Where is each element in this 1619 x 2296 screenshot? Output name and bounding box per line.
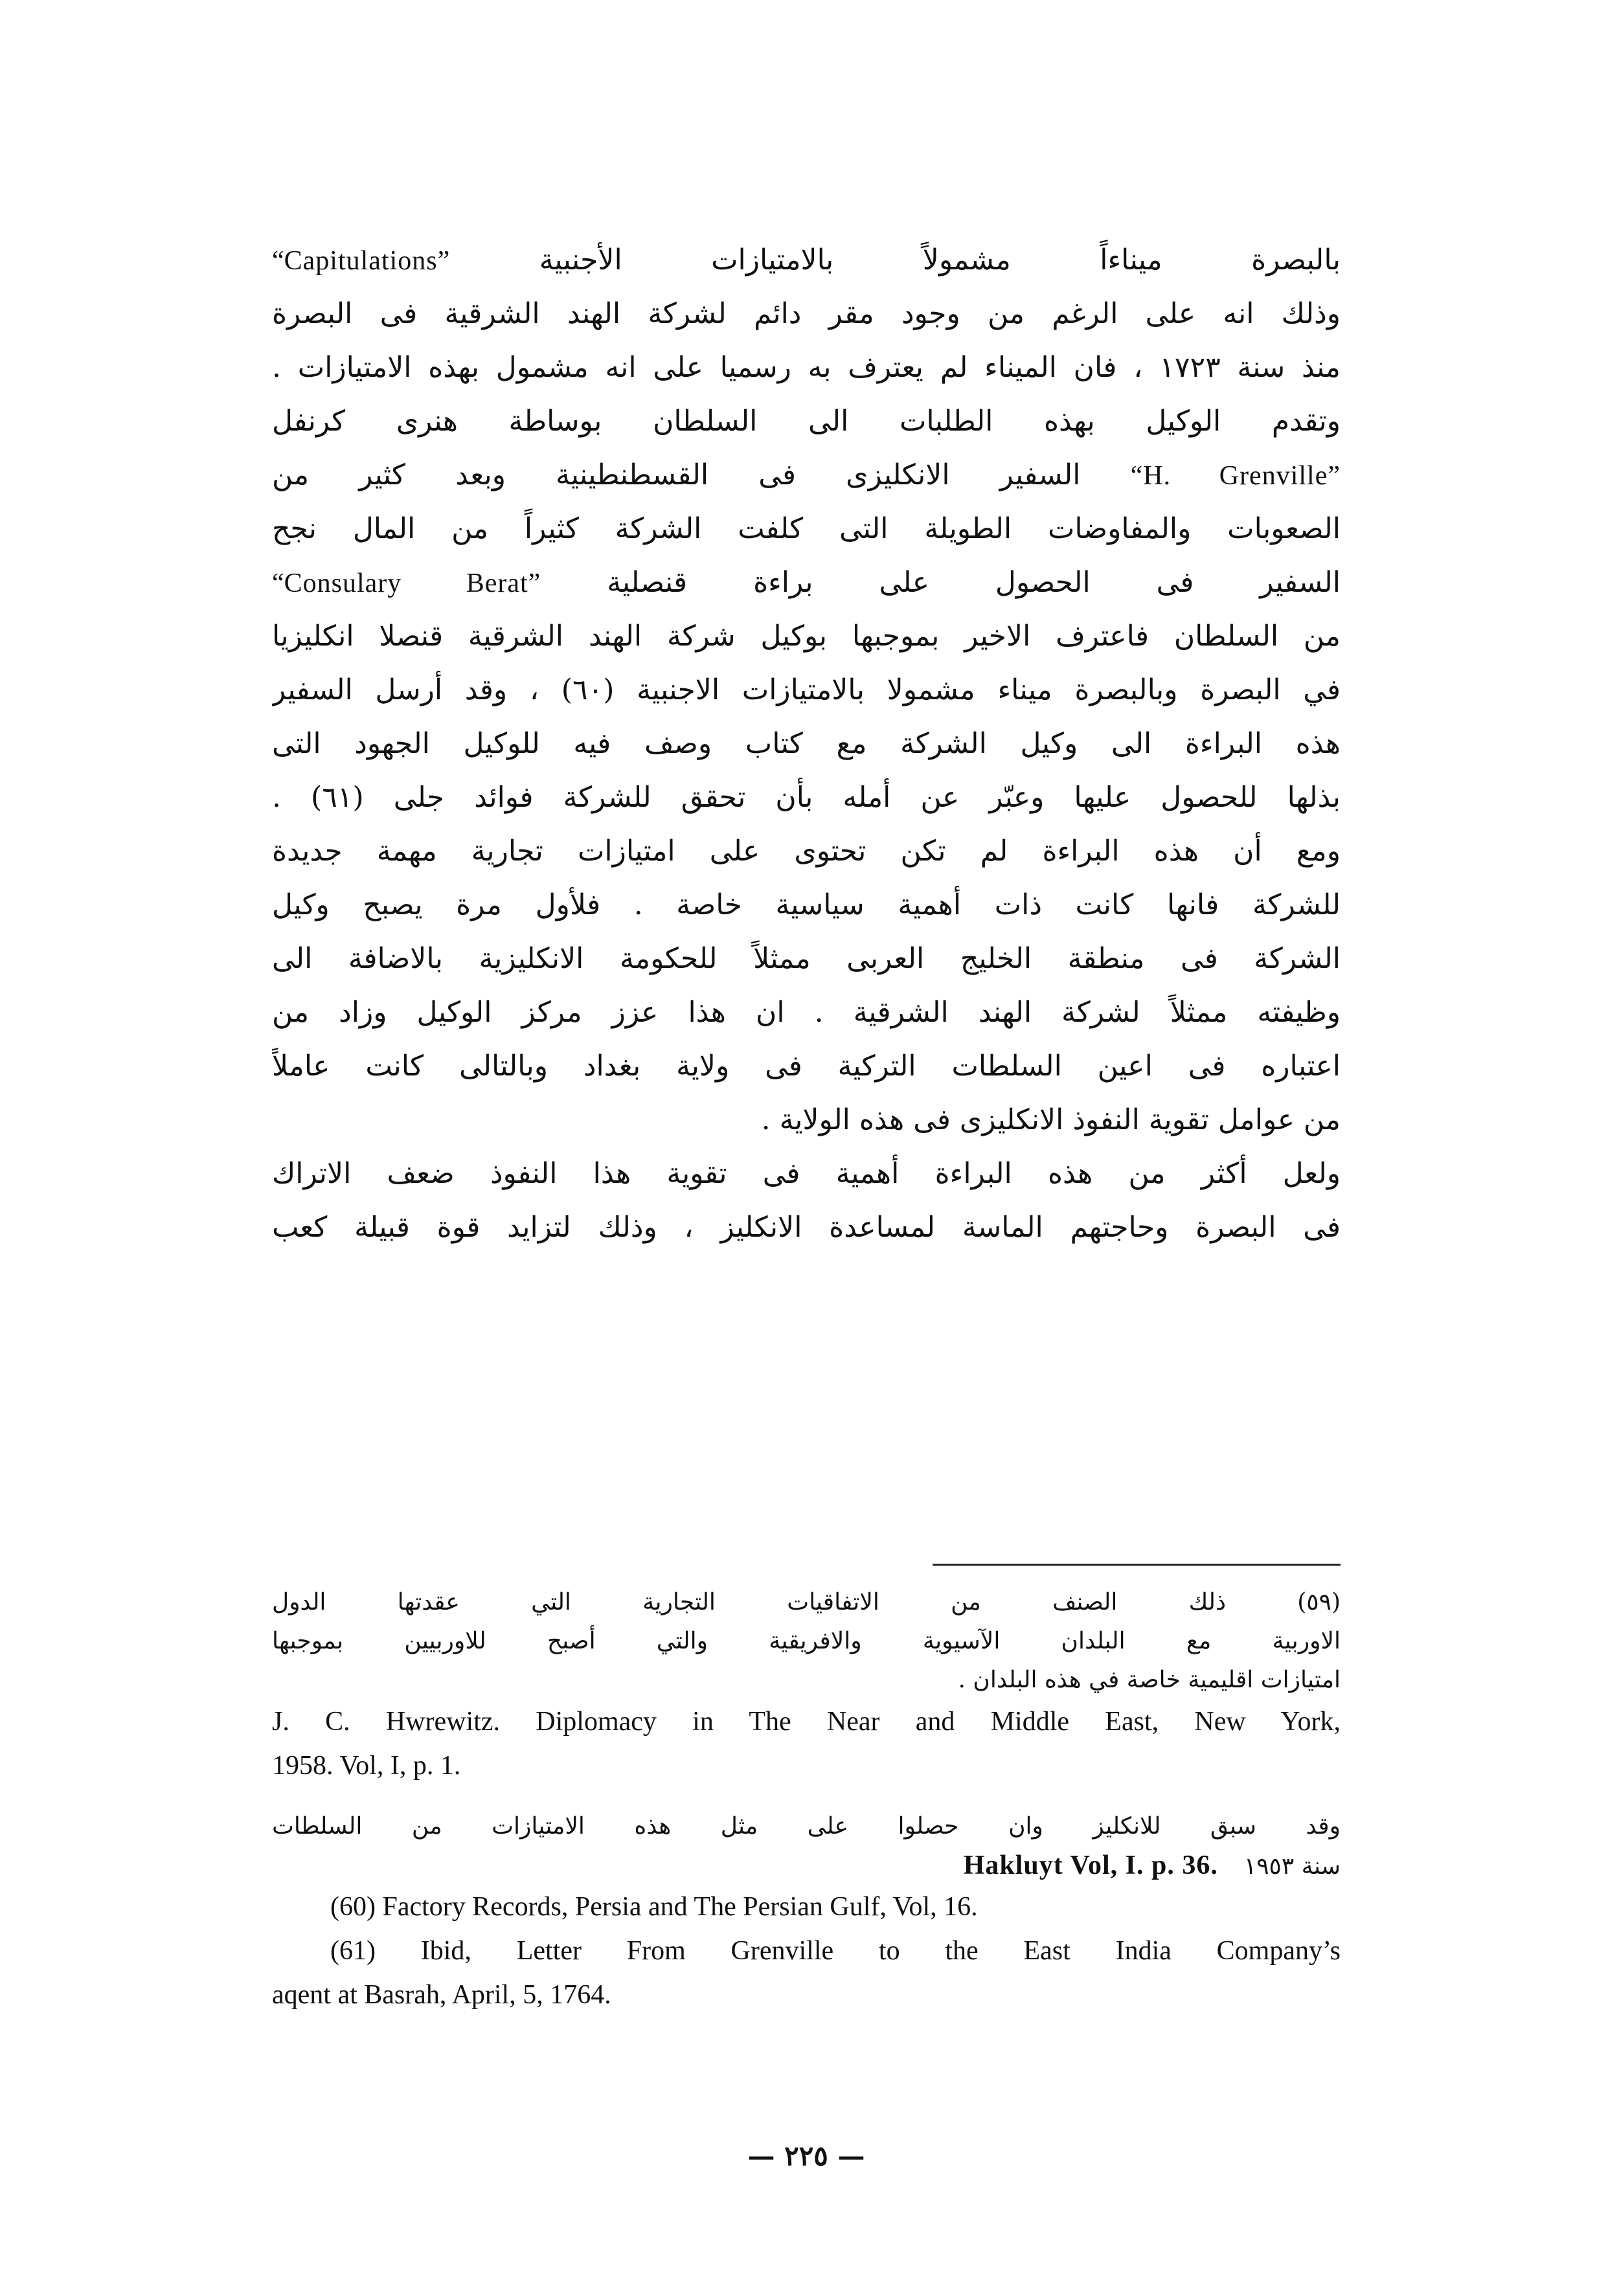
body-line-7: [272, 556, 1341, 609]
body-line-1: [272, 233, 1341, 287]
footnote-59-extra-line-1: وقد سبق للانكليز وان حصلوا على مثل هذه الامتيازات من السلطات: [272, 1813, 1341, 1840]
body-line-5: [272, 448, 1341, 502]
footnote-61-line-2: aqent at Basrah, April, 5, 1764.: [272, 1980, 611, 2010]
footnote-59-year: سنة ١٩٥٣: [1243, 1853, 1341, 1880]
body-text: [272, 233, 1341, 1254]
body-line-16: اعتباره فى اعين السلطات التركية فى ولاية بغداد وبالتالى كانت عاملاً: [272, 1050, 1341, 1083]
capitulations-term: “Capitulations”: [272, 246, 451, 276]
consulary-berat-term: “Consulary Berat”: [272, 568, 541, 598]
body-line-17: من عوامل تقوية النفوذ الانكليزى فى هذه الولاية .: [761, 1103, 1341, 1136]
footnotes: [272, 1583, 1341, 2017]
document-page: [272, 233, 1341, 2176]
grenville-name: “H. Grenville”: [1130, 461, 1341, 491]
body-line-11: بذلها للحصول عليها وعبّر عن أمله بأن تحقق للشركة فوائد جلى (٦١) .: [272, 781, 1341, 814]
body-line-2: وذلك انه على الرغم من وجود مقر دائم لشركة الهند الشرقية فى البصرة: [272, 297, 1341, 330]
footnote-59-reference-line-1: J. C. Hwrewitz. Diplomacy in The Near and Middle East, New York,: [272, 1707, 1341, 1737]
footnote-60: (60) Factory Records, Persia and The Persian Gulf, Vol, 16.: [330, 1892, 978, 1922]
footnote-59-line-1: (٥٩) ذلك الصنف من الاتفاقيات التجارية التي عقدتها الدول: [272, 1589, 1341, 1615]
body-line-10: هذه البراءة الى وكيل الشركة مع كتاب وصف فيه للوكيل الجهود التى: [272, 727, 1341, 760]
body-line-1-arabic: بالبصرة ميناءاً مشمولاً بالامتيازات الأجنبية: [539, 243, 1341, 276]
body-line-14: الشركة فى منطقة الخليج العربى ممثلاً للحكومة الانكليزية بالاضافة الى: [272, 942, 1341, 975]
body-line-4: وتقدم الوكيل بهذه الطلبات الى السلطان بوساطة هنرى كرنفل: [272, 405, 1341, 438]
hakluyt-reference: Hakluyt Vol, I. p. 36.: [963, 1851, 1218, 1880]
body-line-9: في البصرة وبالبصرة ميناء مشمولا بالامتيازات الاجنبية (٦٠) ، وقد أرسل السفير: [272, 673, 1341, 706]
footnote-59-extra-line-2: [272, 1846, 1341, 1885]
body-line-18: ولعل أكثر من هذه البراءة أهمية فى تقوية هذا النفوذ ضعف الاتراك: [272, 1157, 1341, 1190]
footnote-59-reference-line-2: 1958. Vol, I, p. 1.: [272, 1751, 461, 1781]
footnote-spacer: [272, 1788, 1341, 1807]
body-line-12: ومع أن هذه البراءة لم تكن تحتوى على امتيازات تجارية مهمة جديدة: [272, 835, 1341, 868]
footnote-59-line-2: الاوربية مع البلدان الآسيوية والافريقية والتي أصبح للاوربيين بموجبها: [272, 1628, 1341, 1654]
footnote-61-line-1: (61) Ibid, Letter From Grenville to the East India Company’s: [330, 1936, 1341, 1966]
body-line-6: الصعوبات والمفاوضات الطويلة التى كلفت الشركة كثيراً من المال نجح: [272, 512, 1341, 545]
footnote-59-line-3: امتيازات اقليمية خاصة في هذه البلدان .: [958, 1667, 1341, 1693]
page-number: — ٢٢٥ —: [747, 2140, 865, 2172]
body-line-5-arabic: السفير الانكليزى فى القسطنطينية وبعد كثير من: [272, 458, 1081, 491]
body-line-7-arabic: السفير فى الحصول على براءة قنصلية: [607, 566, 1341, 599]
body-line-19: فى البصرة وحاجتهم الماسة لمساعدة الانكليز ، وذلك لتزايد قوة قبيلة كعب: [272, 1211, 1341, 1244]
body-line-8: من السلطان فاعترف الاخير بموجبها بوكيل شركة الهند الشرقية قنصلا انكليزيا: [272, 620, 1341, 653]
body-line-3: منذ سنة ١٧٢٣ ، فان الميناء لم يعترف به رسميا على انه مشمول بهذه الامتيازات .: [272, 351, 1341, 384]
body-line-15: وظيفته ممثلاً لشركة الهند الشرقية . ان هذا عزز مركز الوكيل وزاد من: [272, 996, 1341, 1029]
body-line-13: للشركة فانها كانت ذات أهمية سياسية خاصة . فلأول مرة يصبح وكيل: [272, 888, 1341, 921]
footnote-divider: [933, 1564, 1341, 1566]
